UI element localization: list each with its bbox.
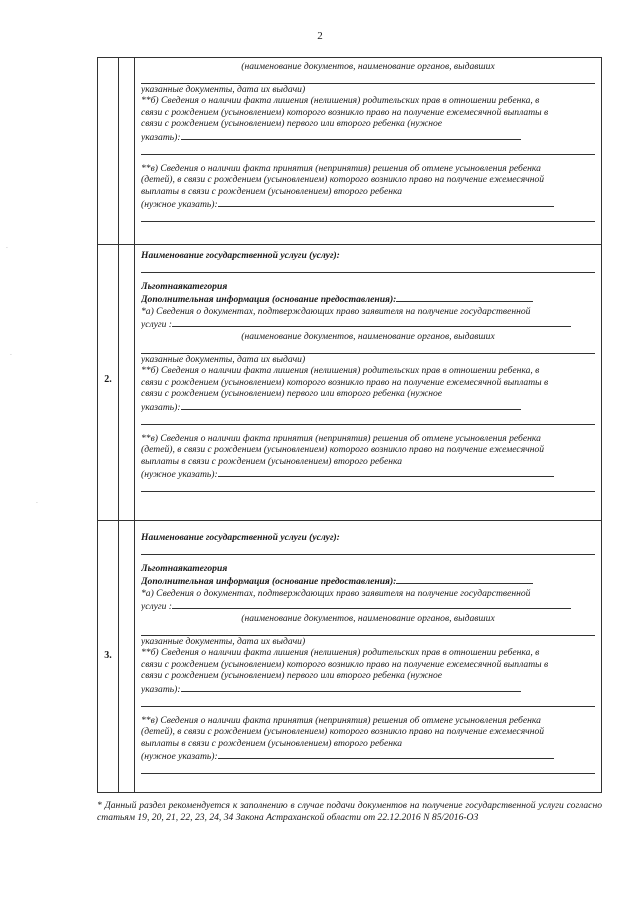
section-v-label: (нужное указать):: [141, 199, 218, 211]
docs-caption-cont: указанные документы, дата их выдачи): [141, 635, 306, 647]
section-a-label: услуги :: [141, 601, 172, 613]
section-b-text: связи с рождением (усыновлением) первого или второго ребенка (нужное: [141, 118, 443, 130]
section-v-text: (детей), в связи с рождением (усыновлением) которого возникло право на получение ежемесячной: [141, 444, 545, 456]
section-v-label: (нужное указать):: [141, 751, 218, 763]
section-v-text: (детей), в связи с рождением (усыновлением) которого возникло право на получение ежемесячной: [141, 174, 545, 186]
service-name-field[interactable]: [141, 544, 595, 555]
section-b-field[interactable]: [181, 682, 522, 692]
blank-line: [141, 343, 595, 354]
service-name-label: Наименование государственной услуги (услуг):: [141, 250, 340, 261]
section-b-text: **б) Сведения о наличии факта лишения (нелишения) родительских прав в отношении ребенка, в: [141, 95, 540, 107]
page-number: 2: [317, 30, 323, 42]
section-b-text: связи с рождением (усыновлением) первого или второго ребенка (нужное: [141, 670, 443, 682]
blank-line: [141, 481, 595, 492]
docs-caption: (наименование документов, наименование органов, выдавших: [241, 61, 495, 72]
section-b-field[interactable]: [181, 130, 522, 140]
blank-line: [141, 414, 595, 425]
section-b-label: указать):: [141, 683, 181, 695]
section-a-label: услуги :: [141, 319, 172, 331]
row-2-content: [141, 250, 595, 492]
section-v-field[interactable]: [218, 197, 554, 207]
section-a-text: *а) Сведения о документах, подтверждающих право заявителя на получение государственной: [141, 587, 531, 599]
section-b-text: связи с рождением (усыновлением) которого возникло право на получение ежемесячной выплаты в: [141, 658, 549, 670]
row-1-content: [141, 61, 595, 222]
docs-caption-cont: указанные документы, дата их выдачи): [141, 83, 306, 95]
docs-caption: (наименование документов, наименование органов, выдавших: [241, 612, 495, 624]
section-b-text: **б) Сведения о наличии факта лишения (нелишения) родительских прав в отношении ребенка, в: [141, 365, 540, 377]
blank-line: [141, 144, 595, 155]
section-v-text: (детей), в связи с рождением (усыновлением) которого возникло право на получение ежемесячной: [141, 726, 545, 738]
section-v-text: **в) Сведения о наличии факта принятия (непринятия) решения об отмене усыновления ребенка: [141, 162, 541, 174]
blank-line: [141, 696, 595, 707]
row-number: 3.: [104, 650, 112, 661]
footnote: * Данный раздел рекомендуется к заполнению в случае подачи документов на получение государственной услуги согласно статьям 19, 20, 21, 22, 23, 24, 34 Закона Астраханской области от 22.12.2016 N 85/2016-ОЗ: [97, 800, 602, 823]
section-v-label: (нужное указать):: [141, 469, 218, 481]
section-v-text: **в) Сведения о наличии факта принятия (непринятия) решения об отмене усыновления ребенка: [141, 714, 541, 726]
benefit-category-label: Льготнаякатегория: [141, 562, 228, 574]
docs-caption-cont: указанные документы, дата их выдачи): [141, 353, 306, 365]
service-name-label: Наименование государственной услуги (услуг):: [141, 532, 340, 543]
section-v-text: выплаты в связи с рождением (усыновлением) второго ребенка: [141, 185, 403, 197]
docs-caption: (наименование документов, наименование органов, выдавших: [241, 330, 495, 342]
service-name-field[interactable]: [141, 262, 595, 273]
section-a-text: *а) Сведения о документах, подтверждающих право заявителя на получение государственной: [141, 305, 531, 317]
scan-mark: ·: [6, 245, 8, 252]
section-v-field[interactable]: [218, 467, 554, 477]
section-b-text: **б) Сведения о наличии факта лишения (нелишения) родительских прав в отношении ребенка, в: [141, 647, 540, 659]
blank-line: [141, 763, 595, 774]
section-b-text: связи с рождением (усыновлением) которого возникло право на получение ежемесячной выплаты в: [141, 376, 549, 388]
additional-info-label: Дополнительная информация (основание предоставления):: [141, 576, 397, 588]
section-a-field[interactable]: [172, 599, 572, 609]
section-b-text: связи с рождением (усыновлением) которого возникло право на получение ежемесячной выплаты в: [141, 106, 549, 118]
row-3-content: [141, 532, 595, 774]
section-b-label: указать):: [141, 131, 181, 143]
section-b-label: указать):: [141, 401, 181, 413]
section-b-text: связи с рождением (усыновлением) первого или второго ребенка (нужное: [141, 388, 443, 400]
section-v-text: выплаты в связи с рождением (усыновлением) второго ребенка: [141, 737, 403, 749]
blank-line: [141, 211, 595, 222]
additional-info-field[interactable]: [396, 574, 532, 584]
section-v-text: **в) Сведения о наличии факта принятия (непринятия) решения об отмене усыновления ребенка: [141, 432, 541, 444]
benefit-category-label: Льготнаякатегория: [141, 280, 228, 292]
services-table: [97, 57, 602, 793]
section-v-text: выплаты в связи с рождением (усыновлением) второго ребенка: [141, 455, 403, 467]
blank-line: [141, 73, 595, 84]
additional-info-label: Дополнительная информация (основание предоставления):: [141, 294, 397, 306]
scan-mark: ·: [36, 500, 38, 507]
additional-info-field[interactable]: [396, 292, 532, 302]
blank-line: [141, 625, 595, 636]
section-v-field[interactable]: [218, 749, 554, 759]
section-b-field[interactable]: [181, 400, 522, 410]
row-number: 2.: [104, 374, 112, 385]
section-a-field[interactable]: [172, 317, 572, 327]
scan-mark: ·: [10, 352, 12, 359]
